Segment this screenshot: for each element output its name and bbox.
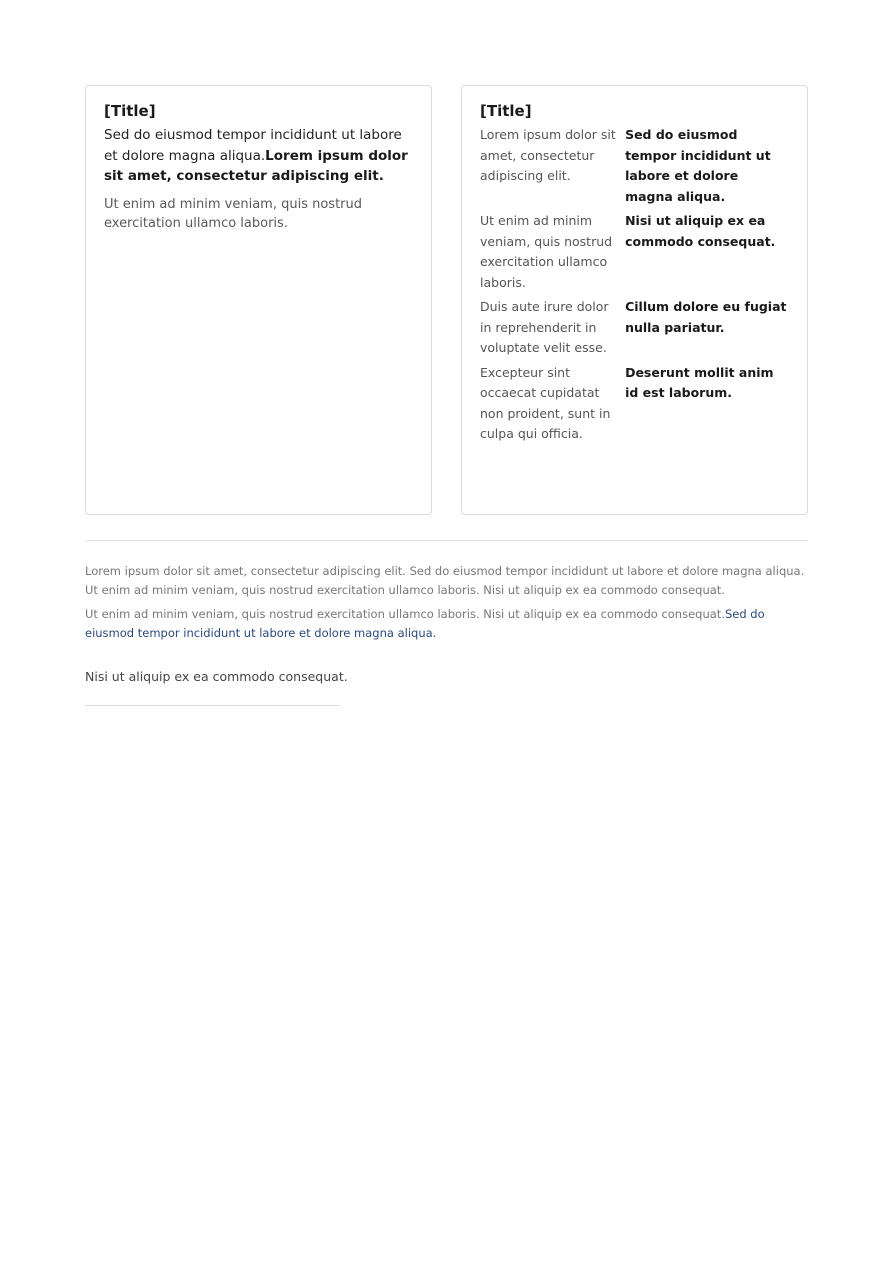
short-divider <box>85 705 340 706</box>
row-value: Cillum dolore eu fugiat nulla pariatur. <box>625 299 787 335</box>
key-value-row <box>480 125 789 207</box>
card-left-lead <box>104 125 413 187</box>
row-key: Duis aute irure dolor in reprehenderit in voluptate velit esse. <box>480 299 609 355</box>
footnotes <box>85 562 808 643</box>
footnote-second <box>85 605 808 643</box>
footnote-second-text: Ut enim ad minim veniam, quis nostrud exercitation ullamco laboris. Nisi ut aliquip ex ea commodo consequat. <box>85 607 725 621</box>
row-value: Deserunt mollit anim id est laborum. <box>625 364 774 400</box>
document-page <box>85 85 808 706</box>
card-left-lead-text: Sed do eiusmod tempor incididunt ut labore et dolore magna aliqua. <box>104 127 402 164</box>
section-divider <box>85 540 808 541</box>
card-right <box>461 85 808 515</box>
key-value-row <box>480 363 789 445</box>
cards-row <box>85 85 808 515</box>
key-value-row <box>480 211 789 293</box>
card-left-title: [Title] <box>104 102 156 120</box>
closing-note: Nisi ut aliquip ex ea commodo consequat. <box>85 669 348 684</box>
card-left-lead-bold: Lorem ipsum dolor sit amet, consectetur adipiscing elit. <box>104 147 408 184</box>
card-right-title: [Title] <box>480 102 532 120</box>
row-key: Lorem ipsum dolor sit amet, consectetur adipiscing elit. <box>480 127 616 183</box>
row-key: Excepteur sint occaecat cupidatat non proident, sunt in culpa qui officia. <box>480 364 611 441</box>
card-left-subtext: Ut enim ad minim veniam, quis nostrud exercitation ullamco laboris. <box>104 196 363 231</box>
footnote-link[interactable]: Sed do eiusmod tempor incididunt ut labore et dolore magna aliqua. <box>85 607 765 640</box>
row-key: Ut enim ad minim veniam, quis nostrud exercitation ullamco laboris. <box>480 213 613 290</box>
footnote-first: Lorem ipsum dolor sit amet, consectetur adipiscing elit. Sed do eiusmod tempor incididunt ut labore et dolore magna aliqua. Ut enim ad minim veniam, quis nostrud exercitation ullamco laboris. Nisi ut aliquip ex ea commodo consequat. <box>85 564 805 597</box>
card-left <box>85 85 432 515</box>
row-value: Sed do eiusmod tempor incididunt ut labore et dolore magna aliqua. <box>625 127 771 204</box>
row-value: Nisi ut aliquip ex ea commodo consequat. <box>625 213 776 249</box>
key-value-row <box>480 297 789 359</box>
key-value-list <box>480 125 789 445</box>
